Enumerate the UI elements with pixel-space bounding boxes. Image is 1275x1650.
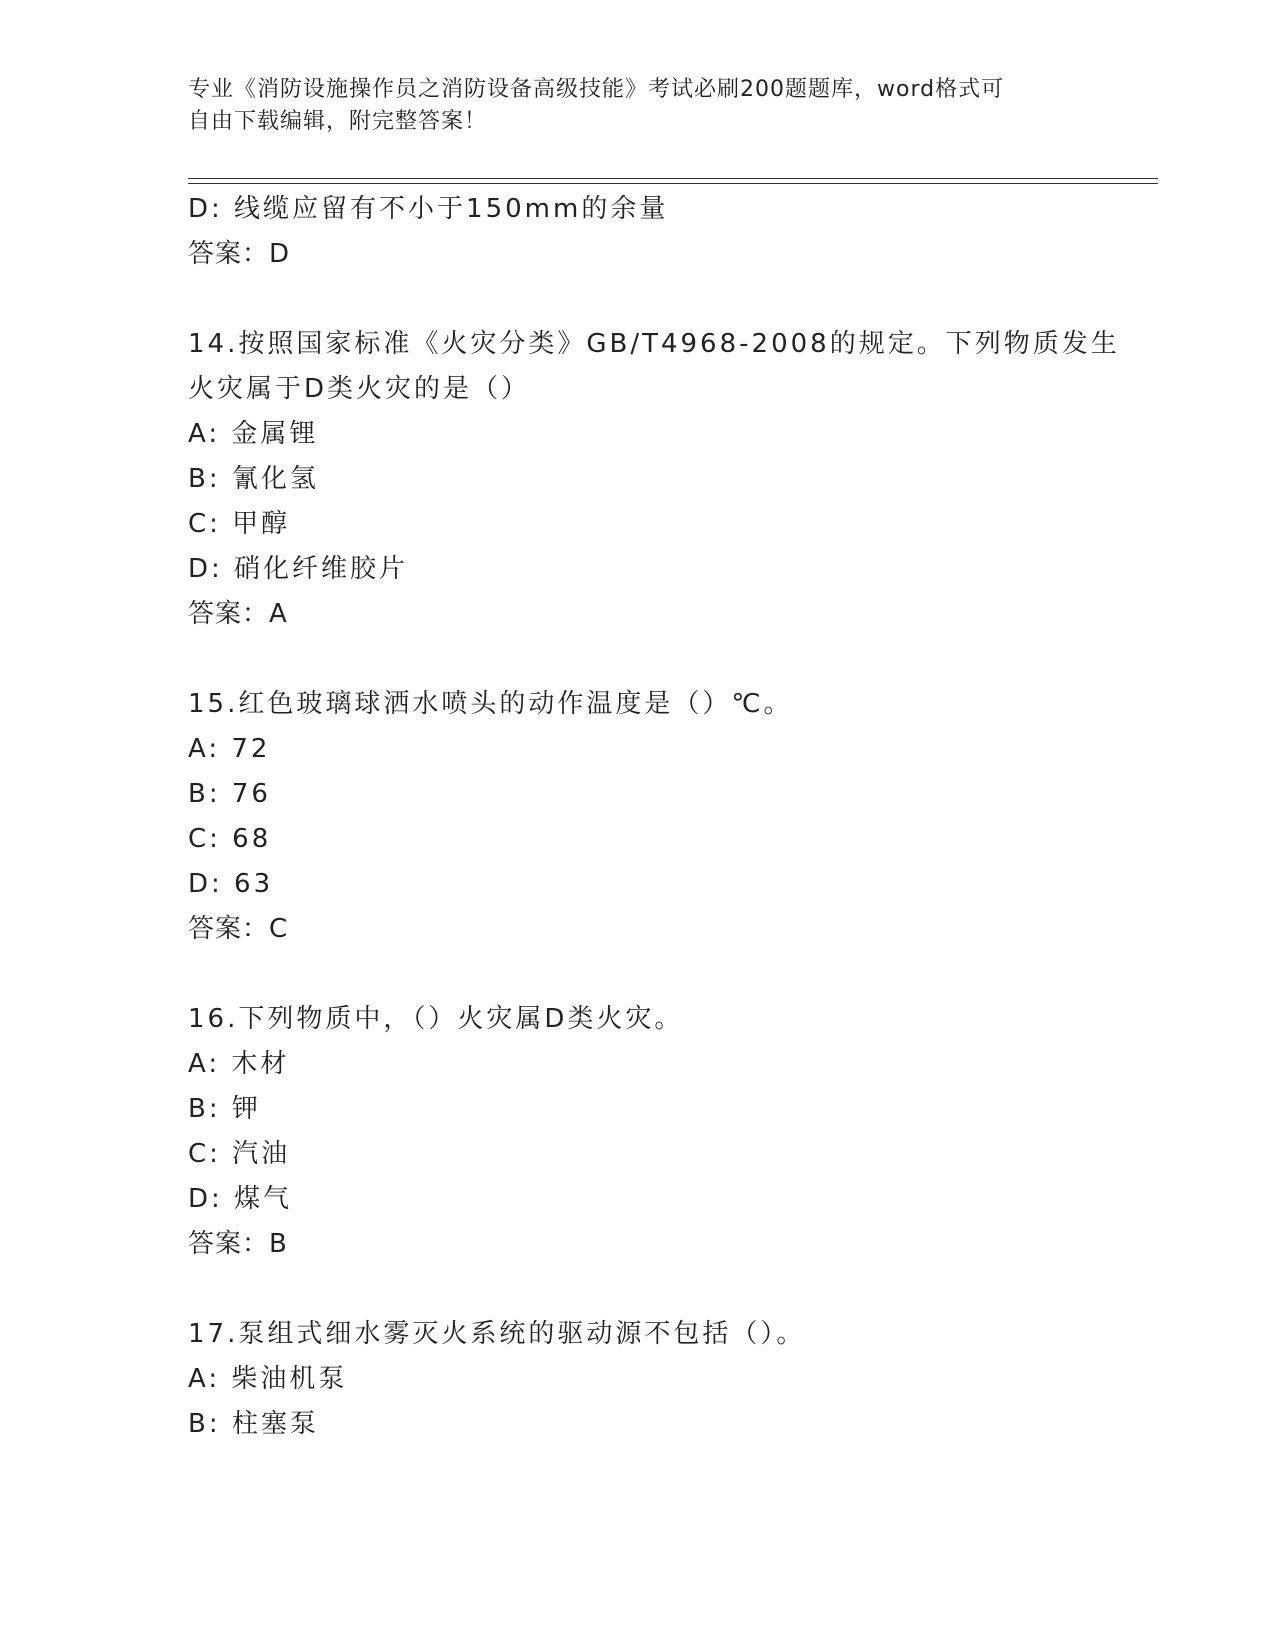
question-17-stem: 17.泵组式细水雾灭火系统的驱动源不包括（）。 <box>188 1319 806 1349</box>
question-14-option-b: B: 氰化氢 <box>188 464 319 494</box>
question-16-option-b: B: 钾 <box>188 1094 261 1124</box>
header-line-2: 自由下载编辑，附完整答案！ <box>188 109 488 134</box>
question-14-option-a: A: 金属锂 <box>188 419 319 449</box>
question-15-option-b: B: 76 <box>188 779 271 809</box>
question-15-answer: 答案：C <box>188 914 289 944</box>
question-14-option-c: C: 甲醇 <box>188 509 291 539</box>
question-16-answer: 答案：B <box>188 1229 288 1259</box>
question-15-stem: 15.红色玻璃球洒水喷头的动作温度是（）℃。 <box>188 689 793 719</box>
question-14-stem-line-2: 火灾属于D类火灾的是（） <box>188 374 531 404</box>
question-17-option-a: A: 柴油机泵 <box>188 1364 348 1394</box>
question-14-option-d: D: 硝化纤维胶片 <box>188 554 409 584</box>
header-divider-bottom <box>188 183 1158 184</box>
option-d: D: 线缆应留有不小于150mm的余量 <box>188 194 669 224</box>
header-line-1: 专业《消防设施操作员之消防设备高级技能》考试必刷200题题库，word格式可 <box>188 77 1005 102</box>
question-16-option-d: D: 煤气 <box>188 1184 293 1214</box>
question-14-answer: 答案：A <box>188 599 288 629</box>
question-15-option-d: D: 63 <box>188 869 274 899</box>
question-17-option-b: B: 柱塞泵 <box>188 1409 319 1439</box>
question-14-stem-line-1: 14.按照国家标准《火灾分类》GB/T4968-2008的规定。下列物质发生 <box>188 329 1120 359</box>
question-15-option-c: C: 68 <box>188 824 272 854</box>
question-16-option-c: C: 汽油 <box>188 1139 291 1169</box>
answer-label: 答案：D <box>188 239 291 269</box>
question-16-stem: 16.下列物质中，（）火灾属D类火灾。 <box>188 1004 684 1034</box>
header-divider-top <box>188 178 1158 179</box>
question-15-option-a: A: 72 <box>188 734 271 764</box>
document-header <box>188 74 1068 138</box>
question-16-option-a: A: 木材 <box>188 1049 290 1079</box>
